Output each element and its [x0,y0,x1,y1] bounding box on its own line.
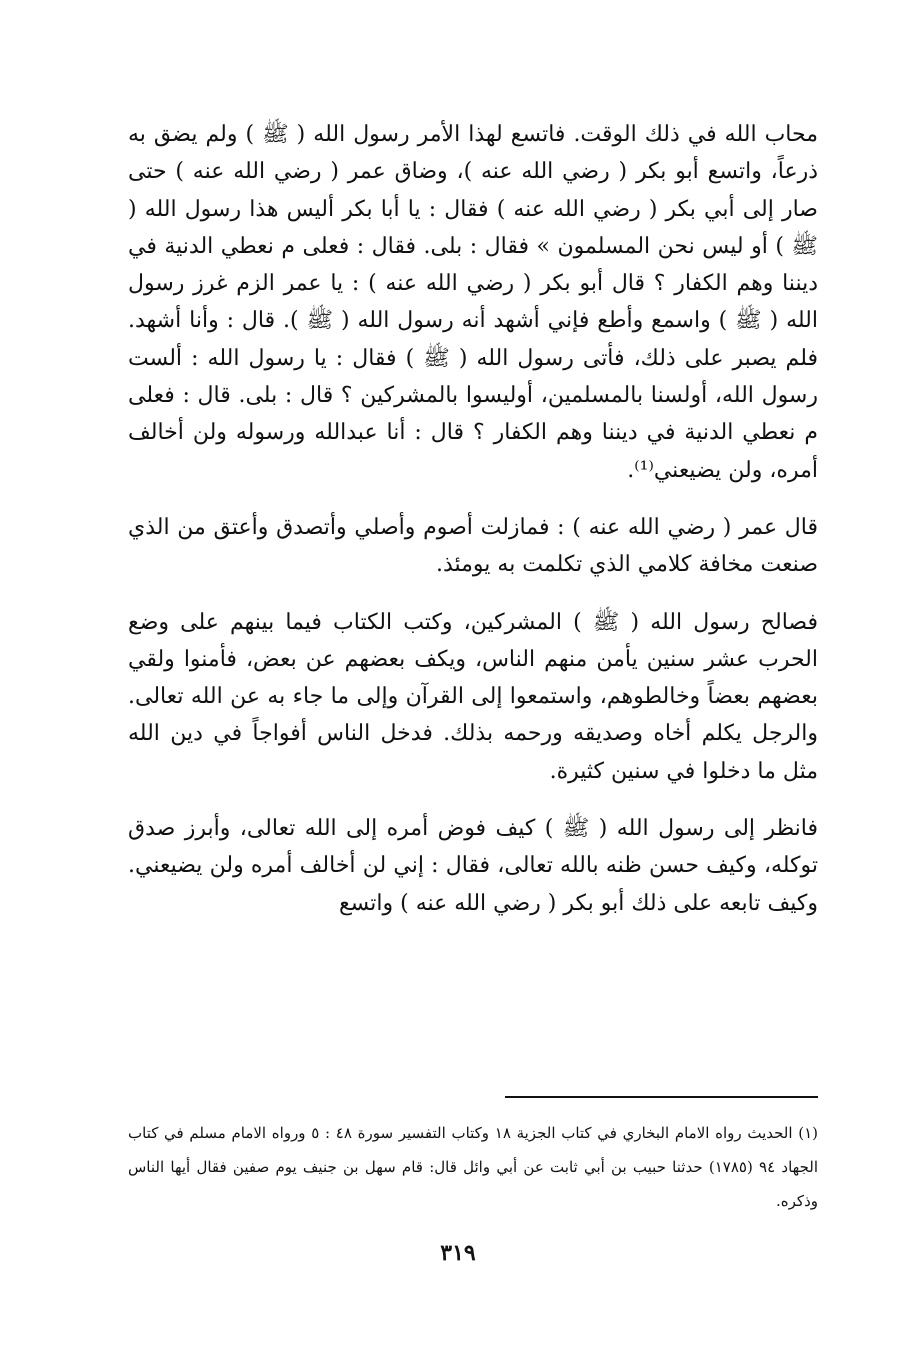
page-number: ٣١٩ [440,1240,476,1266]
footnote: (١) الحديث رواه الامام البخاري في كتاب الجزية ١٨ وكتاب التفسير سورة ٤٨ : ٥ ورواه الامام مسلم في كتاب الجهاد ٩٤ (١٧٨٥) حدثنا حبيب بن أبي ثابت عن أبي وائل قال: قام سهل بن جنيف يوم صفين فقال أيها الناس وذكره. [128,1124,819,1210]
paragraph-3: فصالح رسول الله ( ﷺ ) المشركين، وكتب الكتاب فيما بينهم على وضع الحرب عشر سنين يأمن منهم الناس، ويكف بعضهم عن بعض، فأمنوا ولقي بعضهم بعضاً وخالطوهم، واستمعوا إلى القرآن وإلى ما جاء به عن الله تعالى. والرجل يكلم أخاه وصديقه ورحمه بذلك. فدخل الناس أفواجاً في دين الله مثل ما دخلوا في سنين كثيرة. [128,609,818,784]
paragraph-2: قال عمر ( رضي الله عنه ) : فمازلت أصوم وأصلي وأتصدق وأعتق من الذي صنعت مخافة كلامي الذي تكلمت به يومئذ. [128,514,818,578]
main-text [128,116,818,942]
paragraph-4: فانظر إلى رسول الله ( ﷺ ) كيف فوض أمره إلى الله تعالى، وأبرز صدق توكله، وكيف حسن ظنه بالله تعالى، فقال : إني لن أخالف أمره ولن يضيعني. وكيف تابعه على ذلك أبو بكر ( رضي الله عنه ) واتسع [128,816,818,916]
paragraph-1: محاب الله في ذلك الوقت. فاتسع لهذا الأمر رسول الله ( ﷺ ) ولم يضق به ذرعاً، واتسع أبو بكر ( رضي الله عنه )، وضاق عمر ( رضي الله عنه ) حتى صار إلى أبي بكر ( رضي الله عنه ) فقال : يا أبا بكر أليس هذا رسول الله ( ﷺ ) أو ليس نحن المسلمون » فقال : بلى. فقال : فعلى م نعطي الدنية في ديننا وهم الكفار ؟ قال أبو بكر ( رضي الله عنه ) : يا عمر الزم غرز رسول الله ( ﷺ ) واسمع وأطع فإني أشهد أنه رسول الله ( ﷺ ). قال : وأنا أشهد. فلم يصبر على ذلك، فأتى رسول الله ( ﷺ ) فقال : يا رسول الله : ألست رسول الله، أولسنا بالمسلمين، أوليسوا بالمشركين ؟ قال : بلى. قال : فعلى م نعطي الدنية في ديننا وهم الكفار ؟ قال : أنا عبدالله ورسوله ولن أخالف أمره، ولن يضيعني⁽¹⁾. [128,122,818,483]
footnote-divider [505,1096,818,1098]
